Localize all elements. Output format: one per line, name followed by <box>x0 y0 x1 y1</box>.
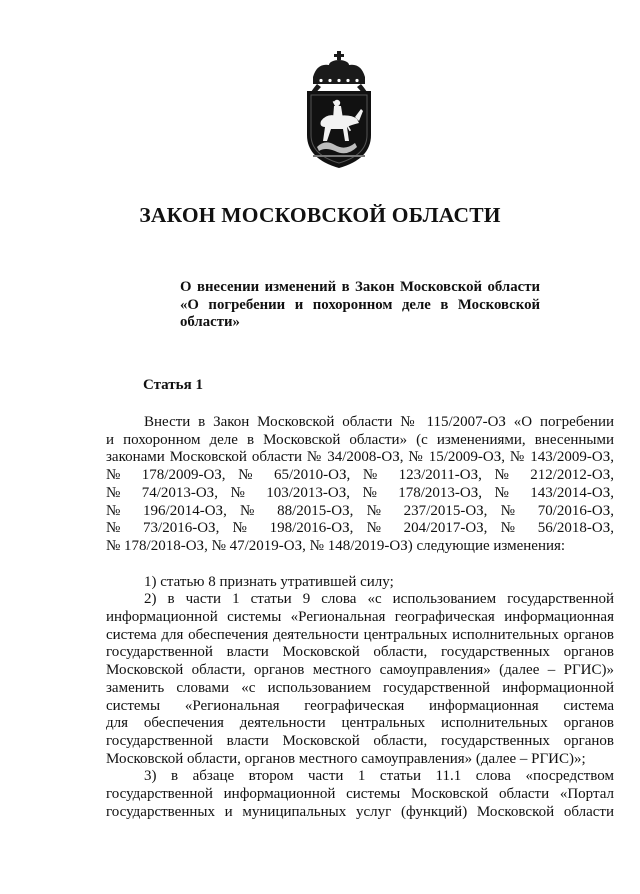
body-line: № 73/2016-ОЗ, № 198/2016-ОЗ, № 204/2017-ОЗ, № 56/2018-ОЗ, <box>106 520 614 537</box>
body-line: Московской области, органов местного самоуправления» (далее – РГИС)» <box>106 662 614 679</box>
article-heading: Статья 1 <box>143 377 203 393</box>
body-line: для обеспечения деятельности центральных исполнительных органов <box>106 715 614 732</box>
body-line: государственной власти Московской области, государственных органов <box>106 644 614 661</box>
document-title: ЗАКОН МОСКОВСКОЙ ОБЛАСТИ <box>139 203 501 227</box>
body-line: № 196/2014-ОЗ, № 88/2015-ОЗ, № 237/2015-ОЗ, № 70/2016-ОЗ, <box>106 502 614 519</box>
body-line: Московской области, органов местного самоуправления» (далее – РГИС)»; <box>106 750 586 767</box>
body-line: № 178/2018-ОЗ, № 47/2019-ОЗ, № 148/2019-ОЗ) следующие изменения: <box>106 537 566 554</box>
body-line: и похоронном деле в Московской области» (с изменениями, внесенными <box>106 431 614 448</box>
body-line: 1) статью 8 признать утратившей силу; <box>144 573 394 590</box>
body-line: 2) в части 1 статьи 9 слова «с использованием государственной <box>144 591 614 608</box>
body-line: государственной информационной системы Московской области «Портал <box>106 786 614 803</box>
body-line: государственной власти Московской области, государственных органов <box>106 732 614 749</box>
body-line: законами Московской области № 34/2008-ОЗ, № 15/2009-ОЗ, № 143/2009-ОЗ, <box>106 449 614 466</box>
body-line: № 178/2009-ОЗ, № 65/2010-ОЗ, № 123/2011-ОЗ, № 212/2012-ОЗ, <box>106 467 614 484</box>
body-line: системы «Региональная географическая информационная система <box>106 697 614 714</box>
subtitle-line: О внесении изменений в Закон Московской области <box>180 279 540 295</box>
article-body <box>106 414 614 821</box>
coat-of-arms-icon <box>297 51 381 169</box>
body-line: 3) в абзаце втором части 1 статьи 11.1 слова «посредством <box>144 768 614 785</box>
body-line: заменить словами «с использованием государственной информационной <box>106 679 614 696</box>
body-line: информационной системы «Региональная географическая информационная <box>106 609 614 626</box>
subtitle-line: области» <box>180 314 240 330</box>
body-line: система для обеспечения деятельности центральных исполнительных органов <box>106 626 614 643</box>
body-line: № 74/2013-ОЗ, № 103/2013-ОЗ, № 178/2013-ОЗ, № 143/2014-ОЗ, <box>106 484 614 501</box>
subtitle-line: «О погребении и похоронном деле в Московской <box>180 296 540 313</box>
body-line: государственных и муниципальных услуг (функций) Московской области <box>106 803 614 820</box>
law-subtitle <box>180 279 540 332</box>
paragraph-gap <box>106 556 614 574</box>
body-line: Внести в Закон Московской области № 115/2007-ОЗ «О погребении <box>144 414 614 430</box>
